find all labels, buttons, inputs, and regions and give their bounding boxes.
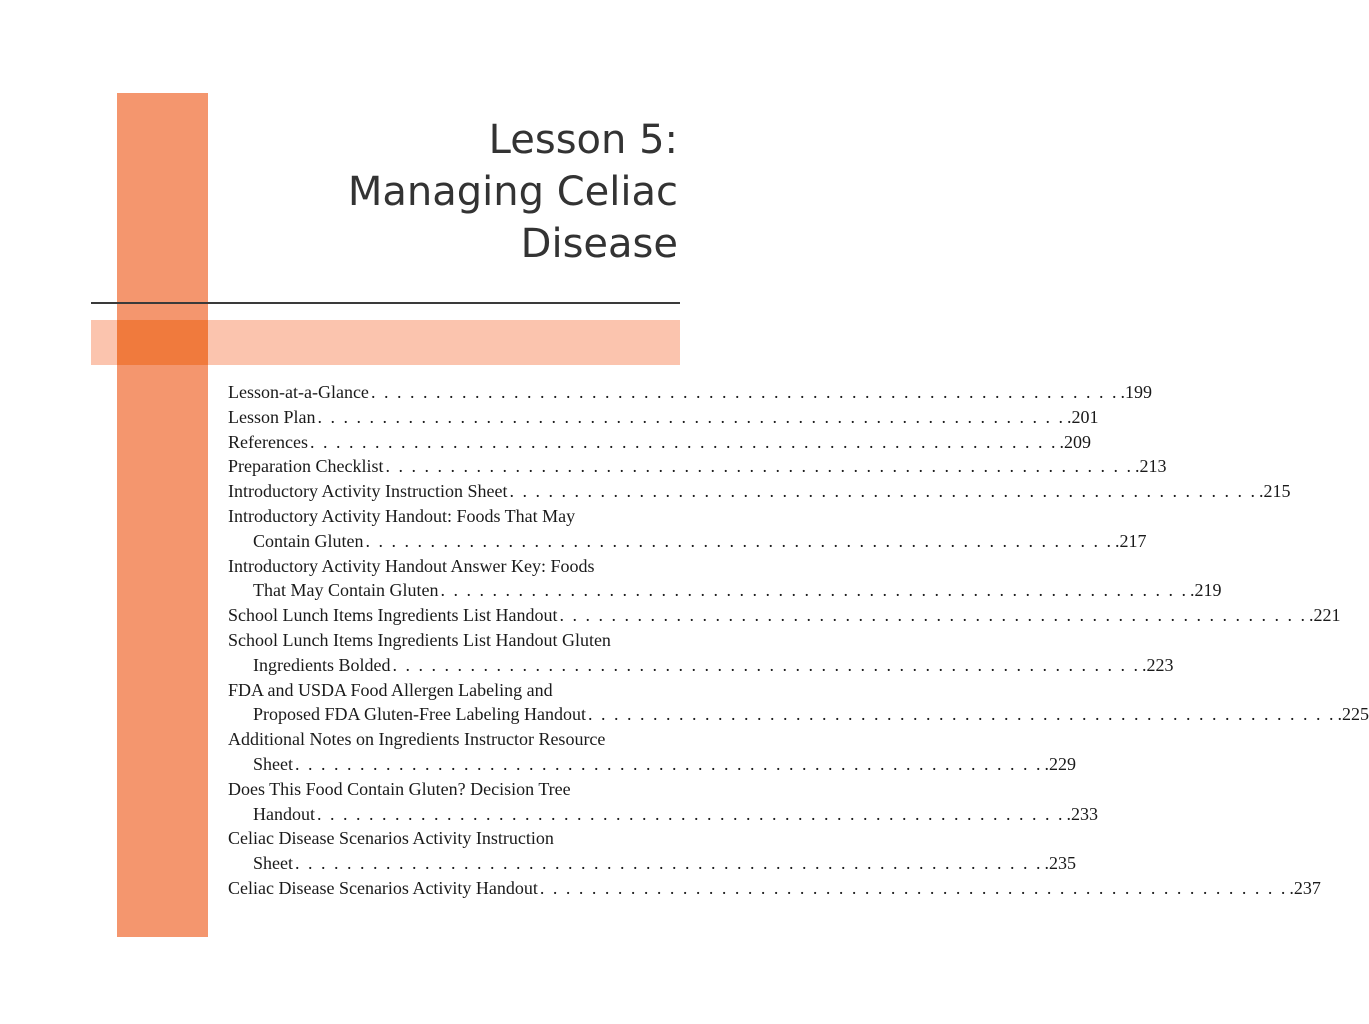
toc-entry-title: Introductory Activity Instruction Sheet [228,481,508,502]
toc-entry-title: Preparation Checklist [228,456,384,477]
toc-page-number: .199 [1120,382,1152,402]
toc-page-number: .229 [1044,753,1076,774]
toc-entry [228,380,1152,405]
toc-entry-title: Introductory Activity Handout: Foods That May [228,505,576,526]
toc-entry [228,777,1098,827]
toc-page-number: .209 [1059,431,1091,452]
toc-entry-title: Handout [253,803,315,824]
toc-entry-line [228,851,1076,876]
toc-dot-leader: . . . . . . . . . . . . . . . . . . . . . . . . . . . . . . . . . . . . . . . . . . . . . . . . . . . . . . . . . . [539,877,1288,898]
toc-entry-title: School Lunch Items Ingredients List Handout Gluten [228,629,611,650]
toc-dot-leader: . . . . . . . . . . . . . . . . . . . . . . . . . . . . . . . . . . . . . . . . . . . . . . . . . . . . . . . . . . [385,456,1133,477]
toc-dot-leader: . . . . . . . . . . . . . . . . . . . . . . . . . . . . . . . . . . . . . . . . . . . . . . . . . . . . . . . . . . [317,803,1065,824]
toc-entry-title: Contain Gluten [253,530,364,551]
toc-entry-title: Ingredients Bolded [253,654,391,675]
toc-entry-line [228,678,680,703]
toc-page-number: .201 [1067,406,1099,427]
toc-entry-title: Sheet [253,853,293,874]
toc-entry-line [228,727,680,752]
toc-entry-title: Celiac Disease Scenarios Activity Instruction [228,828,554,849]
toc-entry-line [228,802,1098,827]
toc-entry-line [228,777,680,802]
toc-page-number: .223 [1141,654,1174,675]
toc-entry-line [228,702,1369,727]
toc-dot-leader: . . . . . . . . . . . . . . . . . . . . . . . . . . . . . . . . . . . . . . . . . . . . . . . . . . . . . . . . . . [317,406,1065,427]
toc-entry [228,603,1341,628]
toc-entry [228,727,1076,777]
lesson-title-line-3: Disease [520,221,678,267]
toc-entry-line [228,380,1152,405]
toc-entry-title: Proposed FDA Gluten-Free Labeling Handout [253,704,586,725]
toc-entry-title: Introductory Activity Handout Answer Key: Foods [228,555,595,576]
toc-page-number: .217 [1115,530,1147,551]
orange-accent-bar [117,93,208,937]
toc-dot-leader: . . . . . . . . . . . . . . . . . . . . . . . . . . . . . . . . . . . . . . . . . . . . . . . . . . . . . . . . . . [392,654,1140,675]
toc-entry-title: School Lunch Items Ingredients List Handout [228,605,558,626]
toc-page-number: .237 [1289,877,1321,898]
title-divider-rule [91,302,680,304]
toc-dot-leader: . . . . . . . . . . . . . . . . . . . . . . . . . . . . . . . . . . . . . . . . . . . . . . . . . . . . . . . . . . [587,704,1336,725]
toc-entry-title: Celiac Disease Scenarios Activity Handout [228,877,538,898]
toc-entry-line [228,479,1291,504]
toc-entry [228,479,1291,504]
toc-page-number: .225 [1337,704,1369,725]
toc-entry [228,504,1147,554]
lesson-title-line-1: Lesson 5: [488,117,678,163]
toc-page-number: .221 [1308,605,1341,626]
toc-entry-line [228,876,1321,901]
toc-dot-leader: . . . . . . . . . . . . . . . . . . . . . . . . . . . . . . . . . . . . . . . . . . . . . . . . . . . . . . . . . . [295,853,1043,874]
toc-entry-line [228,504,680,529]
toc-dot-leader: . . . . . . . . . . . . . . . . . . . . . . . . . . . . . . . . . . . . . . . . . . . . . . . . . . . . . . . . . . [559,605,1307,626]
toc-entry-title: Sheet [253,753,293,774]
toc-entry-line [228,653,1174,678]
toc-dot-leader: . . . . . . . . . . . . . . . . . . . . . . . . . . . . . . . . . . . . . . . . . . . . . . . . . . . . . . . . . . [309,431,1058,452]
toc-entry [228,430,1091,455]
toc-dot-leader: . . . . . . . . . . . . . . . . . . . . . . . . . . . . . . . . . . . . . . . . . . . . . . . . . . . . . . . . . . [509,481,1257,502]
toc-entry [228,876,1321,901]
toc-entry-title: FDA and USDA Food Allergen Labeling and [228,679,553,700]
toc-page-number: .215 [1258,481,1291,502]
toc-entry-line [228,554,680,579]
toc-dot-leader: . . . . . . . . . . . . . . . . . . . . . . . . . . . . . . . . . . . . . . . . . . . . . . . . . . . . . . . . . . [295,753,1043,774]
toc-entry [228,454,1167,479]
toc-entry [228,678,1369,728]
toc-entry-title: Lesson-at-a-Glance [228,382,369,402]
toc-entry-title: References [228,431,308,452]
toc-entry [228,826,1076,876]
lesson-title-line-2: Managing Celiac [347,169,678,215]
toc-entry-line [228,578,1222,603]
lesson-title [238,114,678,270]
toc-entry-line [228,603,1341,628]
accent-overlap-block [117,320,208,365]
toc-entry-title: Lesson Plan [228,406,316,427]
table-of-contents [228,380,1369,901]
toc-entry-title: Additional Notes on Ingredients Instructor Resource [228,729,606,750]
toc-entry-line [228,454,1167,479]
toc-entry-line [228,752,1076,777]
toc-page-number: .235 [1044,853,1076,874]
toc-entry-line [228,430,1091,455]
toc-dot-leader: . . . . . . . . . . . . . . . . . . . . . . . . . . . . . . . . . . . . . . . . . . . . . . . . . . . . . . . . . . [365,530,1113,551]
toc-page-number: .213 [1134,456,1167,477]
toc-entry-line [228,529,1147,554]
toc-entry-title: That May Contain Gluten [253,580,439,601]
toc-entry [228,405,1099,430]
toc-entry-line [228,826,680,851]
toc-dot-leader: . . . . . . . . . . . . . . . . . . . . . . . . . . . . . . . . . . . . . . . . . . . . . . . . . . . . . . . . . . [370,382,1119,402]
toc-entry-title: Does This Food Contain Gluten? Decision Tree [228,778,571,799]
toc-entry-line [228,405,1099,430]
toc-entry [228,554,1222,604]
toc-entry-line [228,628,680,653]
toc-entry [228,628,1174,678]
toc-page-number: .219 [1189,580,1222,601]
toc-page-number: .233 [1066,803,1098,824]
toc-dot-leader: . . . . . . . . . . . . . . . . . . . . . . . . . . . . . . . . . . . . . . . . . . . . . . . . . . . . . . . . . . [440,580,1188,601]
